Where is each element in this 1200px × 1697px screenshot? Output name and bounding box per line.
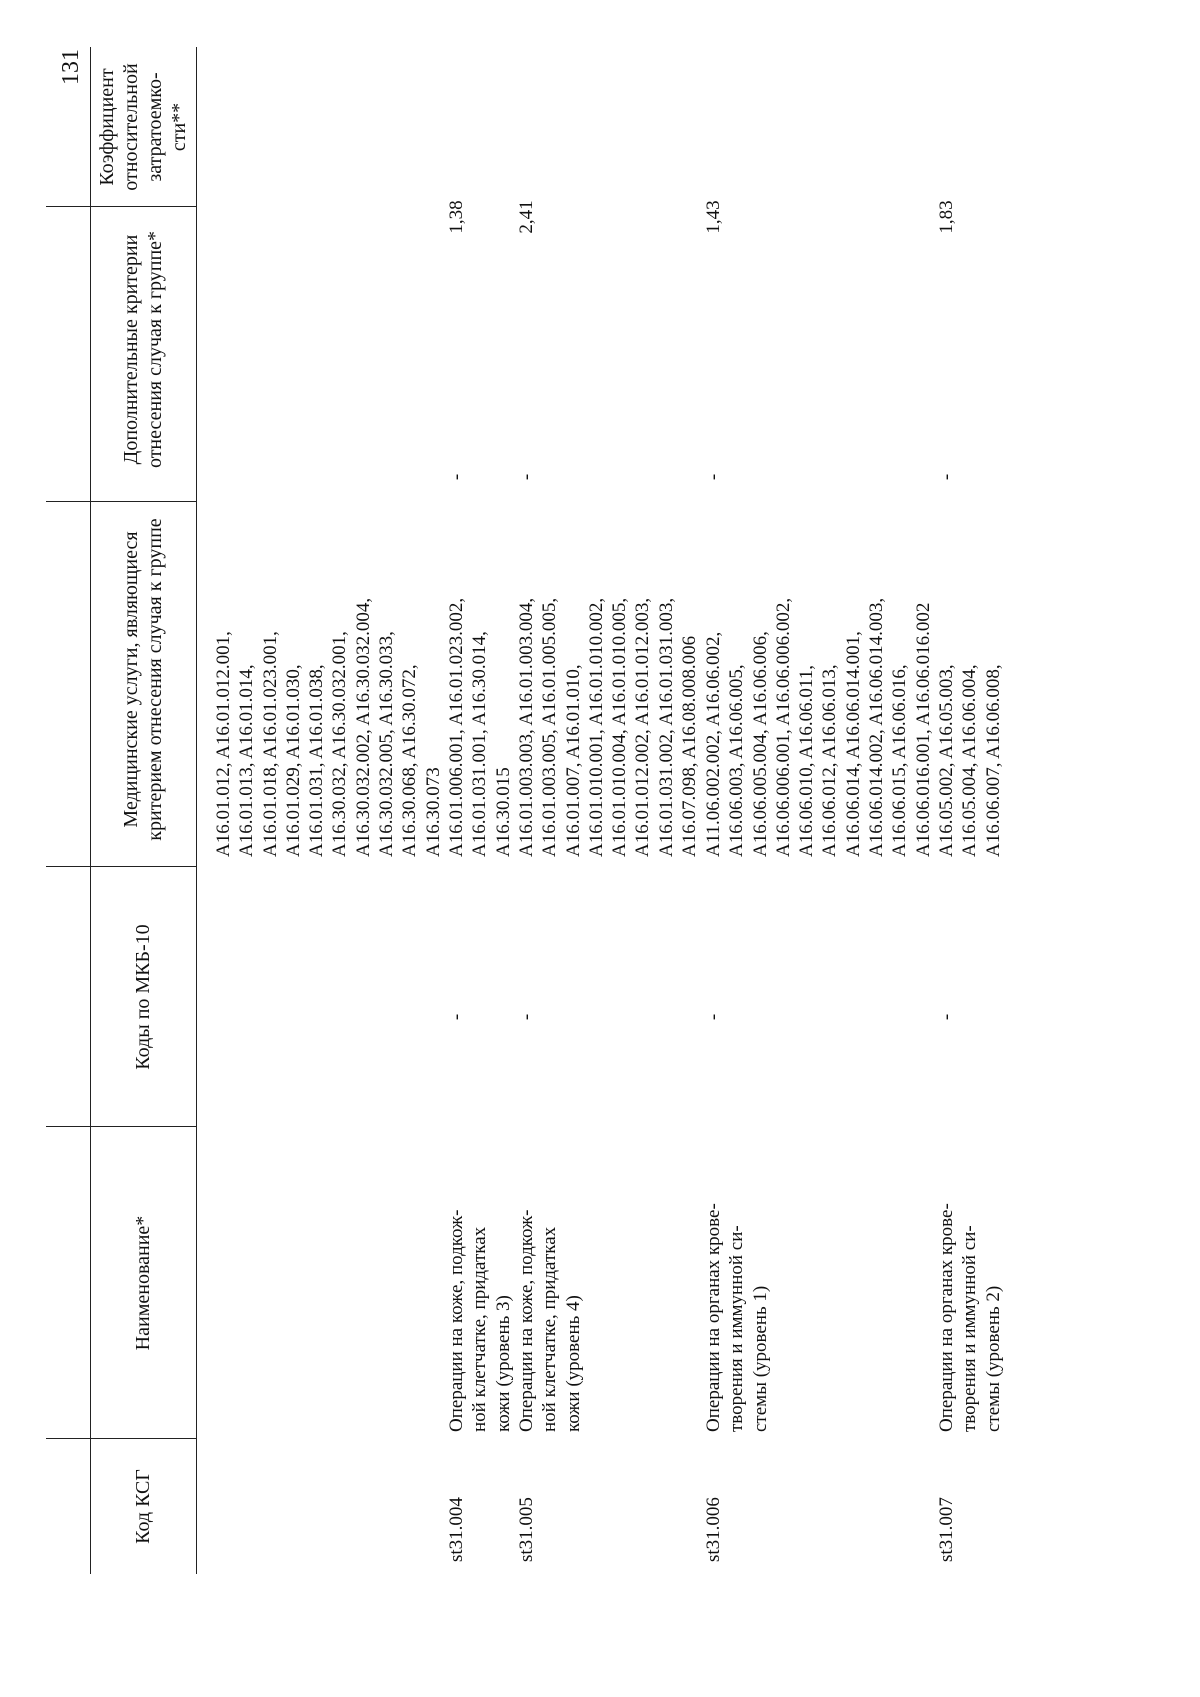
name-line: стемы (уровень 1) <box>749 1285 771 1432</box>
row-extra-criteria: - <box>703 473 724 481</box>
service-line: A16.06.015, A16.06.016, <box>889 664 911 857</box>
row-coefficient: 2,41 <box>516 200 537 234</box>
service-line: A16.01.012.002, A16.01.012.003, <box>632 597 654 857</box>
service-line: A16.01.012, A16.01.012.001, <box>213 631 234 857</box>
service-line: A16.06.014, A16.06.014.001, <box>842 631 864 857</box>
row-name <box>935 1203 1005 1432</box>
row-coefficient: 1,43 <box>703 200 724 234</box>
row-services <box>445 598 515 857</box>
name-line: стемы (уровень 2) <box>982 1285 1004 1432</box>
service-line: A16.05.002, A16.05.003, <box>936 664 957 857</box>
service-line: A16.30.032.002, A16.30.032.004, <box>352 597 374 857</box>
service-line: A16.01.010.001, A16.01.010.002, <box>585 597 607 857</box>
service-line: A16.01.031.001, A16.30.014, <box>469 631 491 857</box>
row-coefficient: 1,83 <box>936 200 957 234</box>
name-line: кожи (уровень 4) <box>562 1295 584 1432</box>
row-code: st31.007 <box>936 1497 957 1562</box>
row-code: st31.005 <box>516 1497 537 1562</box>
service-line: A16.06.012, A16.06.013, <box>819 664 841 857</box>
service-line: A16.06.010, A16.06.011, <box>796 665 818 857</box>
name-line: творения и иммунной си- <box>959 1225 981 1432</box>
row-icd: - <box>936 1013 957 1021</box>
name-line: Операции на коже, подкож- <box>446 1209 467 1432</box>
service-line: A16.01.003.003, A16.01.003.004, <box>516 597 537 857</box>
header-code: Код КСГ <box>132 1469 154 1544</box>
page-number: 131 <box>58 49 84 85</box>
row-extra-criteria: - <box>446 473 467 481</box>
service-line: A16.06.005.004, A16.06.006, <box>749 631 771 857</box>
header-name: Наименование* <box>132 1215 154 1351</box>
service-line: A16.06.003, A16.06.005, <box>726 664 748 857</box>
table-header-rule <box>196 47 197 1574</box>
row-code: st31.004 <box>446 1497 467 1562</box>
service-line: A16.30.073 <box>422 767 444 857</box>
service-line: A16.05.004, A16.06.004, <box>959 664 981 857</box>
row-icd: - <box>703 1013 724 1021</box>
service-line: A16.01.003.005, A16.01.005.005, <box>539 597 561 857</box>
service-line: A16.06.006.001, A16.06.006.002, <box>772 597 794 857</box>
service-line: A16.01.013, A16.01.014, <box>236 664 258 857</box>
service-line: A16.30.032, A16.30.032.001, <box>329 631 351 857</box>
service-line: A16.06.016.001, A16.06.016.002 <box>912 602 934 857</box>
row-extra-criteria: - <box>516 473 537 481</box>
service-line: A16.06.014.002, A16.06.014.003, <box>866 597 888 857</box>
header-services: Медицинские услуги, являющиеся критерием отнесения случая к группе <box>120 518 166 841</box>
service-line: A16.30.015 <box>492 767 514 857</box>
row-name <box>702 1203 772 1432</box>
row-extra-criteria: - <box>936 473 957 481</box>
header-icd: Коды по МКБ-10 <box>132 924 154 1070</box>
row-icd: - <box>446 1013 467 1021</box>
service-line: A16.01.018, A16.01.023.001, <box>259 631 281 857</box>
row-name <box>445 1210 515 1433</box>
row-services <box>702 598 935 857</box>
name-line: Операции на органах крове- <box>936 1203 957 1432</box>
service-line: A16.30.068, A16.30.072, <box>399 664 421 857</box>
name-line: ной клетчатке, придатках <box>539 1226 561 1432</box>
service-line: A16.06.007, A16.06.008, <box>982 664 1004 857</box>
header-coefficient: Коэффициент относительной затратоемко-сти** <box>96 63 190 191</box>
service-line: A16.01.007, A16.01.010, <box>562 664 584 857</box>
service-line: A16.01.010.004, A16.01.010.005, <box>609 597 631 857</box>
row-code: st31.006 <box>703 1497 724 1562</box>
service-line: A16.07.098, A16.08.008.006 <box>679 635 701 857</box>
row-services <box>515 598 701 857</box>
continued-services-cell <box>212 598 445 857</box>
service-line: A11.06.002.002, A16.06.002, <box>703 631 724 857</box>
service-line: A16.01.031.002, A16.01.031.003, <box>655 597 677 857</box>
service-line: A16.30.032.005, A16.30.033, <box>376 631 398 857</box>
row-name <box>515 1210 585 1433</box>
service-line: A16.01.029, A16.01.030, <box>282 664 304 857</box>
name-line: кожи (уровень 3) <box>492 1295 514 1432</box>
row-coefficient: 1,38 <box>446 200 467 234</box>
service-line: A16.01.031, A16.01.038, <box>306 664 328 857</box>
row-services <box>935 664 1005 857</box>
header-extra-criteria: Дополнительные критерии отнесения случая к группе* <box>120 230 166 469</box>
name-line: Операции на коже, подкож- <box>516 1209 537 1432</box>
row-icd: - <box>516 1013 537 1021</box>
service-line: A16.01.006.001, A16.01.023.002, <box>446 597 467 857</box>
name-line: Операции на органах крове- <box>703 1203 724 1432</box>
name-line: ной клетчатке, придатках <box>469 1226 491 1432</box>
name-line: творения и иммунной си- <box>726 1225 748 1432</box>
